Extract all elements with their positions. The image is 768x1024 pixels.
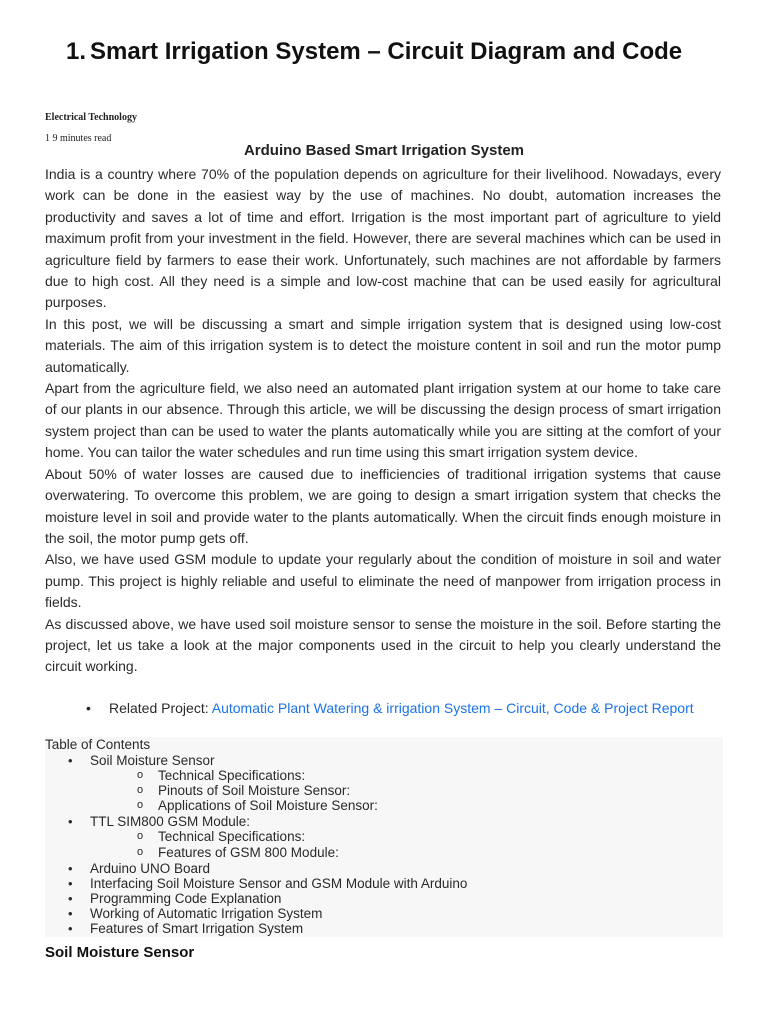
paragraph: Also, we have used GSM module to update your regularly about the condition of moisture in soil and water pump. This project is highly reliable and useful to eliminate the need of manpower from irrigation process in fields. (45, 551, 721, 611)
toc-item[interactable]: • Working of Automatic Irrigation System (90, 906, 322, 921)
toc-item[interactable]: • TTL SIM800 GSM Module: (90, 814, 250, 829)
toc-subitem[interactable]: o Pinouts of Soil Moisture Sensor: (158, 783, 350, 798)
paragraph: India is a country where 70% of the population depends on agriculture for their livelihood. Nowadays, every work can be done in the easiest way by the use of machines. No doubt, automation increases the productivity and saves a lot of time and effort. Irrigation is the most important part of agriculture to yield maximum profit from your investment in the field. However, there are several machines which can be used in agriculture field by farmers to ease their work. Unfortunately, such machines are not affordable by farmers due to high cost. All they need is a simple and low-cost machine that can be used easily for agricultural purposes. (45, 166, 721, 311)
paragraph: About 50% of water losses are caused due to inefficiencies of traditional irrigation systems that cause overwatering. To overcome this problem, we are going to design a smart irrigation system that checks the moisture level in soil and provide water to the plants automatically. When the circuit finds enough moisture in the soil, the motor pump gets off. (45, 465, 721, 546)
source-name: Electrical Technology (45, 112, 137, 123)
table-of-contents (45, 737, 723, 937)
article-body (45, 164, 721, 678)
toc-subitem[interactable]: o Applications of Soil Moisture Sensor: (158, 798, 378, 813)
related-project-link[interactable]: Automatic Plant Watering & irrigation System – Circuit, Code & Project Report (211, 700, 694, 716)
related-project (88, 698, 718, 719)
toc-item[interactable]: • Programming Code Explanation (90, 891, 281, 906)
section-heading: Soil Moisture Sensor (45, 944, 195, 961)
title-text: Smart Irrigation System – Circuit Diagram and Code (90, 38, 683, 65)
toc-item[interactable]: • Soil Moisture Sensor (90, 753, 215, 768)
paragraph: In this post, we will be discussing a smart and simple irrigation system that is designed using low-cost materials. The aim of this irrigation system is to detect the moisture content in soil and run the motor pump automatically. (45, 315, 721, 375)
toc-item[interactable]: • Arduino UNO Board (90, 861, 210, 876)
paragraph: Apart from the agriculture field, we also need an automated plant irrigation system at our home to take care of our plants in our absence. Through this article, we will be discussing the design process of smart irrigation system project than can be used to water the plants automatically while you are sitting at the comfort of your home. You can tailor the water schedules and run time using this smart irrigation system device. (45, 380, 721, 461)
toc-subitem[interactable]: o Technical Specifications: (158, 829, 305, 844)
related-label: Related Project: (109, 700, 209, 716)
toc-item[interactable]: • Features of Smart Irrigation System (90, 921, 303, 936)
title-number: 1. (66, 38, 87, 65)
paragraph: As discussed above, we have used soil moisture sensor to sense the moisture in the soil. Before starting the project, let us take a look at the major components used in the circuit to help you clearly understand the circuit working. (45, 615, 721, 675)
toc-subitem[interactable]: o Features of GSM 800 Module: (158, 845, 339, 860)
toc-title: Table of Contents (45, 737, 151, 752)
article-subtitle: Arduino Based Smart Irrigation System (243, 142, 525, 159)
read-time: 1 9 minutes read (45, 133, 112, 144)
toc-item[interactable]: • Interfacing Soil Moisture Sensor and GSM Module with Arduino (90, 876, 467, 891)
document-title (66, 38, 706, 65)
toc-subitem[interactable]: o Technical Specifications: (158, 768, 305, 783)
bullet-icon: • (86, 700, 91, 716)
